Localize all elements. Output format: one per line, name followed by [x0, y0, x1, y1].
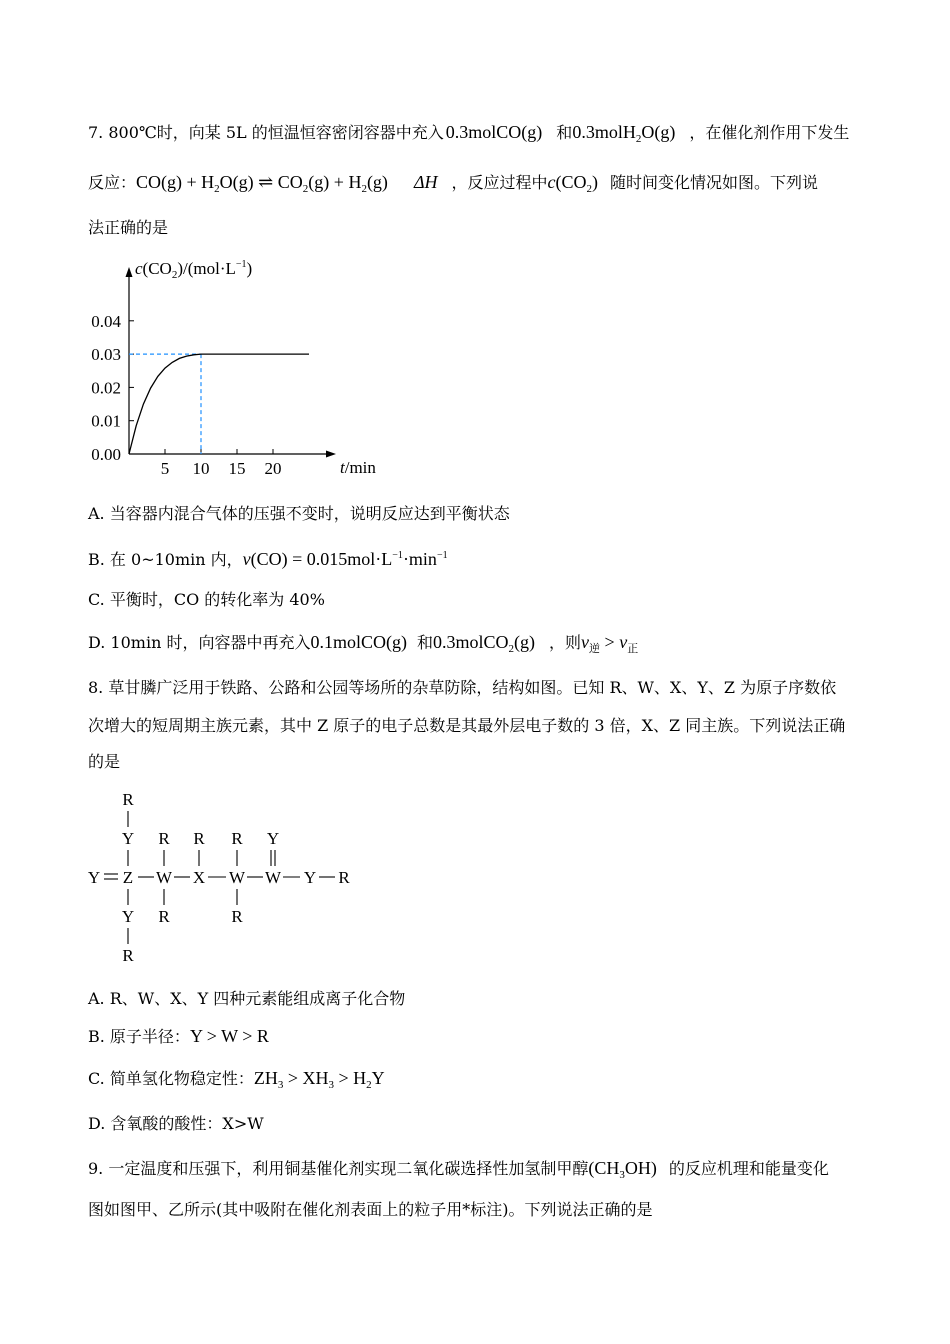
atom-r-w2-bottom: R [231, 907, 243, 926]
atom-w2: W [228, 868, 246, 887]
q7-option-d: D. 10min 时，向容器中再充入0.1molCO(g) 和0.3molCO$_2$(g) ，则$v_逆 > v_正$ [88, 632, 639, 655]
atom-w3: W [264, 868, 282, 887]
atom-r-w1-bottom: R [158, 907, 170, 926]
q8-line-3: 的是 [88, 752, 121, 771]
q7-and-text: 和 [556, 123, 573, 142]
chart-y-label: $c(CO_2)/(mol\cdot L^{-1})$ [135, 259, 253, 281]
q8-option-a: A. R、W、X、Y 四种元素能组成离子化合物 [88, 989, 406, 1008]
q8-option-d: D. 含氧酸的酸性：X>W [88, 1114, 264, 1133]
q7-line1-text: 7. 800℃时，向某 5L 的恒温恒容密闭容器中充入 [88, 123, 444, 142]
q7-reaction-label: 反应： [88, 173, 137, 192]
q7-option-b: B. 在 0~10min 内，$v(CO) = 0.015mol\cdot L^{-1}\cdot\min^{-1}$ [88, 549, 448, 569]
y-tick-label: 0.00 [91, 445, 121, 464]
atom-y-upper: Y [121, 829, 135, 848]
structure-bonds [104, 811, 335, 944]
q7-line-3: 法正确的是 [88, 218, 169, 237]
co2-curve [129, 354, 309, 454]
x-tick-label: 5 [160, 459, 170, 478]
y-tick-label: 0.04 [91, 311, 121, 331]
atom-z: Z [122, 868, 134, 887]
q7-process-text: ，反应过程中 [451, 173, 548, 192]
q7-option-d-rates: $v_逆 > v_正$ [581, 632, 639, 655]
q7-option-c: C. 平衡时，CO 的转化率为 40% [88, 590, 325, 609]
atom-r-w2-top: R [231, 829, 243, 848]
atom-r-x-top: R [193, 829, 205, 848]
atom-x: X [192, 868, 206, 887]
atom-y-right: Y [303, 868, 317, 887]
y-tick-label: 0.03 [91, 345, 121, 365]
q7-line1-tail: ，在催化剂作用下发生 [689, 123, 850, 142]
y-ticks [91, 312, 134, 464]
q7-line-2 [88, 172, 818, 199]
x-tick-label: 10 [192, 459, 210, 478]
x-tick-label: 15 [228, 459, 246, 478]
q8-option-c-expr: $ZH_3 > XH_3 > H_2Y$ [253, 1068, 385, 1091]
q7-cco2: $c(CO_2)$ [547, 172, 599, 195]
q8-option-b: B. 原子半径：Y > W > R [88, 1026, 269, 1046]
q7-line2-tail: 随时间变化情况如图。下列说 [610, 173, 819, 192]
chart-x-label: t/min [340, 458, 376, 477]
atom-r-right: R [338, 868, 350, 887]
atom-y-double-left: Y [87, 868, 101, 887]
x-ticks [161, 449, 282, 478]
q7-option-b-formula: $v(CO) = 0.015mol\cdot L^{-1}\cdot\min^{-1}$ [242, 549, 448, 569]
atom-r-bottom: R [122, 946, 134, 965]
q7-option-d-co: 0.1molCO(g) [310, 632, 407, 652]
glyphosate-structure [80, 785, 370, 970]
x-tick-label: 20 [264, 459, 282, 478]
y-tick-label: 0.01 [91, 411, 121, 431]
q7-option-a: A. 当容器内混合气体的压强不变时，说明反应达到平衡状态 [88, 504, 510, 523]
x-axis-arrow [326, 451, 336, 458]
atom-y-carbonyl: Y [266, 829, 280, 848]
co2-concentration-chart [80, 252, 400, 482]
y-axis-arrow [126, 267, 133, 277]
atom-r-w1-top: R [158, 829, 170, 848]
q8-line-2: 次增大的短周期主族元素，其中 Z 原子的电子总数是其最外层电子数的 3 倍，X、Z 同主族。下列说法正确 [88, 716, 846, 735]
atom-y-lower: Y [121, 907, 135, 926]
q7-option-d-co2: 0.3molCO$_2$(g) [433, 632, 536, 655]
q7-equation: $CO(g) + H_2O(g)$ ⇌ $CO_2(g) + H_2(g)$ ΔH [136, 172, 438, 195]
q8-option-c: C. 简单氢化物稳定性：$ZH_3 > XH_3 > H_2Y$ [88, 1068, 385, 1091]
q9-methanol-formula: $(CH_3OH)$ [588, 1158, 657, 1181]
q8-line-1: 8. 草甘膦广泛用于铁路、公路和公园等场所的杂草防除，结构如图。已知 R、W、X、Y、Z 为原子序数依 [88, 678, 837, 697]
q7-co-amount: 0.3molCO(g) [445, 122, 543, 142]
atom-w1: W [155, 868, 173, 887]
atom-r-top: R [122, 790, 134, 809]
y-tick-label: 0.02 [91, 378, 121, 398]
q7-line-1 [88, 122, 849, 149]
q9-line-2: 图如图甲、乙所示(其中吸附在催化剂表面上的粒子用*标注)。下列说法正确的是 [88, 1200, 653, 1219]
q8-option-b-expr: Y > W > R [189, 1026, 269, 1046]
q9-line-1: 9. 一定温度和压强下，利用铜基催化剂实现二氧化碳选择性加氢制甲醇$(CH_3OH)$ 的反应机理和能量变化 [88, 1158, 829, 1181]
q7-h2o-amount: 0.3molH$_2$O(g) [572, 122, 676, 145]
